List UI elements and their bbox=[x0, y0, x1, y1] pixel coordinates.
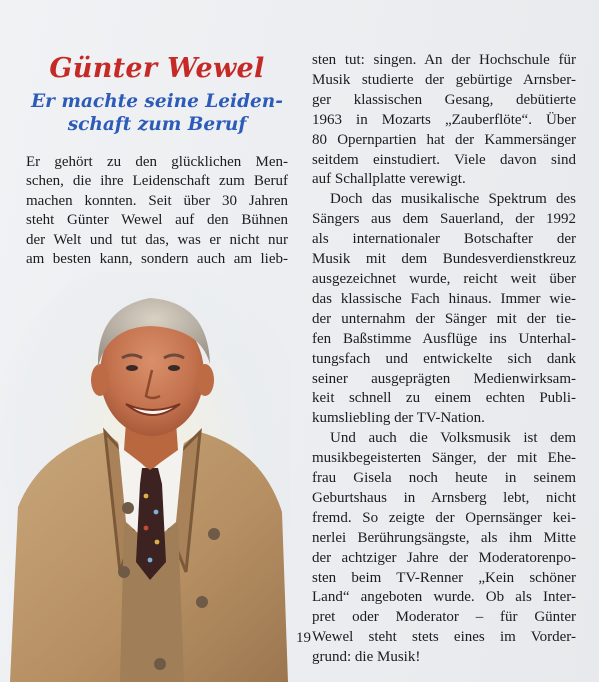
text-line: der Welt und tut das, was er nicht nur bbox=[26, 231, 288, 248]
article-title: Günter Wewel bbox=[49, 53, 265, 84]
text-line: am besten kann, sondern auch am lieb- bbox=[26, 251, 288, 268]
text-line: ausgezeichnet wurde, reicht weit über bbox=[312, 270, 576, 287]
text-line: sten tut: singen. An der Hochschule für bbox=[312, 52, 576, 68]
text-line: der unternahm der Sänger mit der tie- bbox=[312, 310, 576, 327]
text-line: fen Baßstimme Ausflüge ins Unterhal- bbox=[312, 330, 576, 347]
text-line: steht Günter Wewel auf den Bühnen bbox=[26, 212, 288, 229]
text-line: keit schnell zu einem echten Publi- bbox=[312, 390, 576, 407]
text-line: das klassische Fach hinaus. Immer wie- bbox=[312, 290, 576, 307]
subtitle-line: Er machte seine Leiden- bbox=[31, 91, 283, 112]
portrait-photo bbox=[0, 272, 290, 682]
subtitle-line: schaft zum Beruf bbox=[67, 114, 247, 135]
text-line: der achtziger Jahre der Moderatorenpo- bbox=[312, 549, 576, 566]
text-line: Doch das musikalische Spektrum des bbox=[330, 191, 576, 208]
text-line: Geburtshaus in Arnsberg lebt, nicht bbox=[312, 489, 576, 506]
text-line: 1963 in Mozarts „Zauberflöte“. Über bbox=[312, 111, 576, 128]
text-line: machen konnten. Seit über 30 Jahren bbox=[26, 192, 288, 209]
text-line: ger klassischen Gesang, debütierte bbox=[312, 91, 576, 108]
text-line: Land“ angeboten wurde. Ob als Inter- bbox=[312, 589, 576, 606]
left-column bbox=[26, 52, 288, 269]
text-line: fremd. So zeigte der Opernsänger kei- bbox=[312, 509, 576, 526]
text-line: Sängers aus dem Sauerland, der 1992 bbox=[312, 211, 576, 228]
text-line: Er gehört zu den glücklichen Men- bbox=[26, 154, 288, 170]
text-line: pret oder Moderator – für Günter bbox=[312, 609, 576, 626]
text-line: tungsfach und entwickelte sich dank bbox=[312, 350, 576, 367]
right-column bbox=[312, 51, 576, 668]
left-body-text bbox=[26, 153, 288, 269]
text-line: sten beim TV-Renner „Kein schöner bbox=[312, 569, 576, 586]
text-line: Musik mit dem Bundesverdienstkreuz bbox=[312, 251, 576, 268]
text-line: frau Gisela noch heute in seinem bbox=[312, 470, 576, 487]
article-subtitle bbox=[26, 90, 288, 136]
text-line: seitdem einstudiert. Viele davon sind bbox=[312, 151, 576, 168]
text-line: nerlei Berührungsängste, als ihm Mitte bbox=[312, 529, 576, 546]
text-line: 80 Opernpartien hat der Kammersänger bbox=[312, 131, 576, 148]
text-line: als internationaler Botschafter der bbox=[312, 231, 576, 248]
text-line: schen, die ihre Leidenschaft zum Beruf bbox=[26, 173, 288, 190]
text-line: musikbegeisterten Sänger, der mit Ehe- bbox=[312, 450, 576, 467]
text-line: auf Schallplatte verewigt. bbox=[312, 171, 466, 188]
text-line: grund: die Musik! bbox=[312, 649, 421, 666]
text-line: kumsliebling der TV-Nation. bbox=[312, 410, 485, 427]
text-line: Und auch die Volksmusik ist dem bbox=[330, 430, 576, 447]
text-line: Musik studierte der gebürtige Arnsber- bbox=[312, 71, 576, 88]
text-line: seiner ausgeprägten Medienwirksam- bbox=[312, 370, 576, 387]
text-line: Wewel steht stets eines im Vorder- bbox=[312, 629, 576, 646]
page-number: 19 bbox=[296, 630, 311, 646]
